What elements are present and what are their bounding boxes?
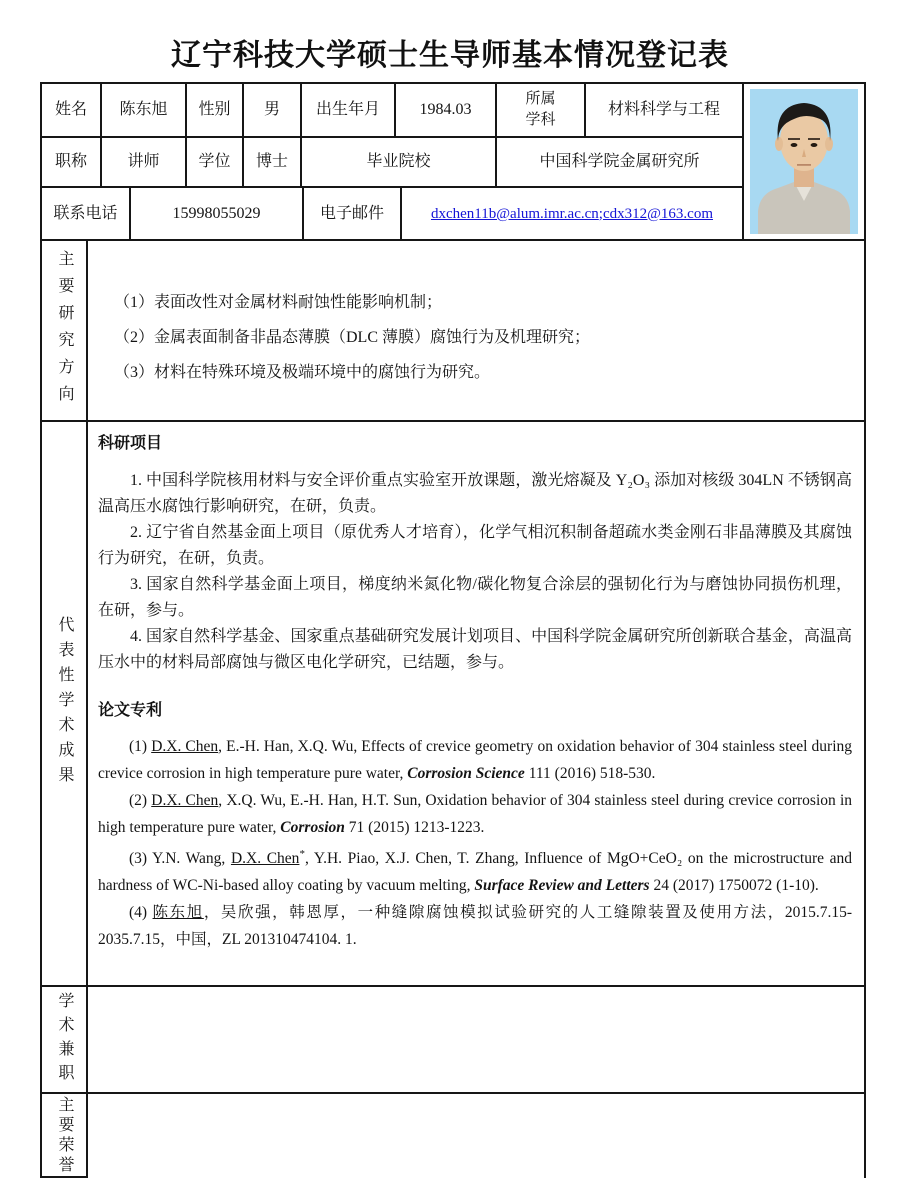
- email-link-secondary[interactable]: cdx312@163.com: [602, 205, 713, 222]
- project-item: 1. 中国科学院核用材料与安全评价重点实验室开放课题，激光熔凝及 Y₂O₃ 添加对核级 304LN 不锈钢高温高压水腐蚀行影响研究，在研，负责。: [98, 472, 852, 515]
- research-direction-item: （3）材料在特殊环境及极端环境中的腐蚀行为研究。: [114, 364, 491, 381]
- school-value: 中国科学院金属研究所: [539, 153, 700, 170]
- research-directions-label-text: 主要研究方向: [56, 249, 73, 412]
- identity-row-1: [42, 84, 742, 138]
- projects-header: 科研项目: [98, 435, 163, 452]
- research-directions-label: [42, 241, 88, 420]
- honors-empty: [88, 1094, 864, 1178]
- academic-positions-label: [42, 987, 88, 1092]
- email-value-cell: [402, 188, 742, 239]
- project-item: 2. 辽宁省自然基金面上项目（原优秀人才培育），化学气相沉积制备超疏水类金刚石非晶薄膜及其腐蚀行为研究，在研，负责。: [98, 524, 852, 567]
- research-direction-item: （1）表面改性对金属材料耐蚀性能影响机制；: [114, 294, 443, 311]
- academic-positions-label-text: 学术兼职: [56, 991, 73, 1088]
- email-label: 电子邮件: [304, 188, 402, 239]
- page-title: 辽宁科技大学硕士生导师基本情况登记表: [171, 39, 729, 72]
- honors-section: [42, 1094, 864, 1178]
- identity-row-2: [42, 138, 742, 188]
- honors-content: [88, 1094, 864, 1178]
- photo-cell: [742, 84, 864, 239]
- portrait-photo: [750, 89, 858, 234]
- name-value: 陈东旭: [102, 84, 187, 136]
- email-link-primary[interactable]: dxchen11b@alum.imr.ac.cn: [430, 205, 599, 222]
- paper-item: (3) Y.N. Wang, D.X. Chen*, Y.H. Piao, X.J. Chen, T. Zhang, Influence of MgO+CeO₂ on the microstructure and hardness of WC-Ni-based alloy coating by vacuum melting, Surface Review and Letters 24 (2017) 1750072 (1-10).: [98, 848, 852, 895]
- phone-value: 15998055029: [131, 188, 304, 239]
- achievements-section: [42, 422, 864, 987]
- project-item: 4. 国家自然科学基金、国家重点基础研究发展计划项目、中国科学院金属研究所创新联合基金，高温高压水中的材料局部腐蚀与微区电化学研究，已结题，参与。: [98, 628, 852, 671]
- email-separator: ;: [598, 205, 603, 222]
- paper-item: (4) 陈东旭，吴欣强，韩恩厚，一种缝隙腐蚀模拟试验研究的人工缝隙装置及使用方法，2015.7.15-2035.7.15，中国，ZL 201310474104. 1.: [98, 904, 852, 949]
- projects-list: [98, 468, 852, 676]
- papers-list: [98, 733, 852, 953]
- gender-label: 性别: [187, 84, 244, 136]
- job-title-label: 职称: [42, 138, 102, 186]
- academic-positions-empty: [88, 987, 864, 1092]
- registration-table: [40, 82, 866, 1178]
- achievements-label: [42, 422, 88, 985]
- achievements-label-text: 代表性学术成果: [56, 616, 73, 791]
- gender-value: 男: [244, 84, 302, 136]
- phone-label: 联系电话: [42, 188, 131, 239]
- identity-row-3: [42, 188, 742, 239]
- degree-value: 博士: [244, 138, 302, 186]
- research-directions-content: [88, 241, 864, 420]
- discipline-value: 材料科学与工程: [607, 101, 720, 118]
- identity-grid: [42, 84, 742, 239]
- birthdate-value: 1984.03: [396, 84, 497, 136]
- birthdate-label: 出生年月: [302, 84, 396, 136]
- honors-label-text: 主要荣誉: [56, 1096, 73, 1176]
- academic-positions-section: [42, 987, 864, 1094]
- job-title-value: 讲师: [102, 138, 187, 186]
- project-item: 3. 国家自然科学基金面上项目，梯度纳米氮化物/碳化物复合涂层的强韧化行为与磨蚀协同损伤机理，在研，参与。: [98, 576, 852, 619]
- academic-positions-content: [88, 987, 864, 1092]
- achievements-content: [88, 422, 864, 985]
- research-directions-section: [42, 241, 864, 422]
- discipline-label: [497, 84, 586, 136]
- identity-section: [42, 84, 864, 241]
- discipline-label-text: 所属学科: [525, 91, 556, 128]
- honors-label: [42, 1094, 88, 1178]
- research-direction-item: （2）金属表面制备非晶态薄膜（DLC 薄膜）腐蚀行为及机理研究；: [114, 329, 591, 346]
- school-label: 毕业院校: [302, 138, 497, 186]
- degree-label: 学位: [187, 138, 244, 186]
- paper-item: (2) D.X. Chen, X.Q. Wu, E.-H. Han, H.T. Sun, Oxidation behavior of 304 stainless steel during crevice corrosion in high temperature pure water, Corrosion 71 (2015) 1213-1223.: [98, 792, 852, 836]
- paper-item: (1) D.X. Chen, E.-H. Han, X.Q. Wu, Effects of crevice geometry on oxidation behavior of 304 stainless steel during crevice corrosion in high temperature pure water, Corrosion Science 111 (2016) 518-530.: [98, 738, 853, 782]
- papers-header: 论文专利: [98, 702, 163, 719]
- name-label: 姓名: [42, 84, 102, 136]
